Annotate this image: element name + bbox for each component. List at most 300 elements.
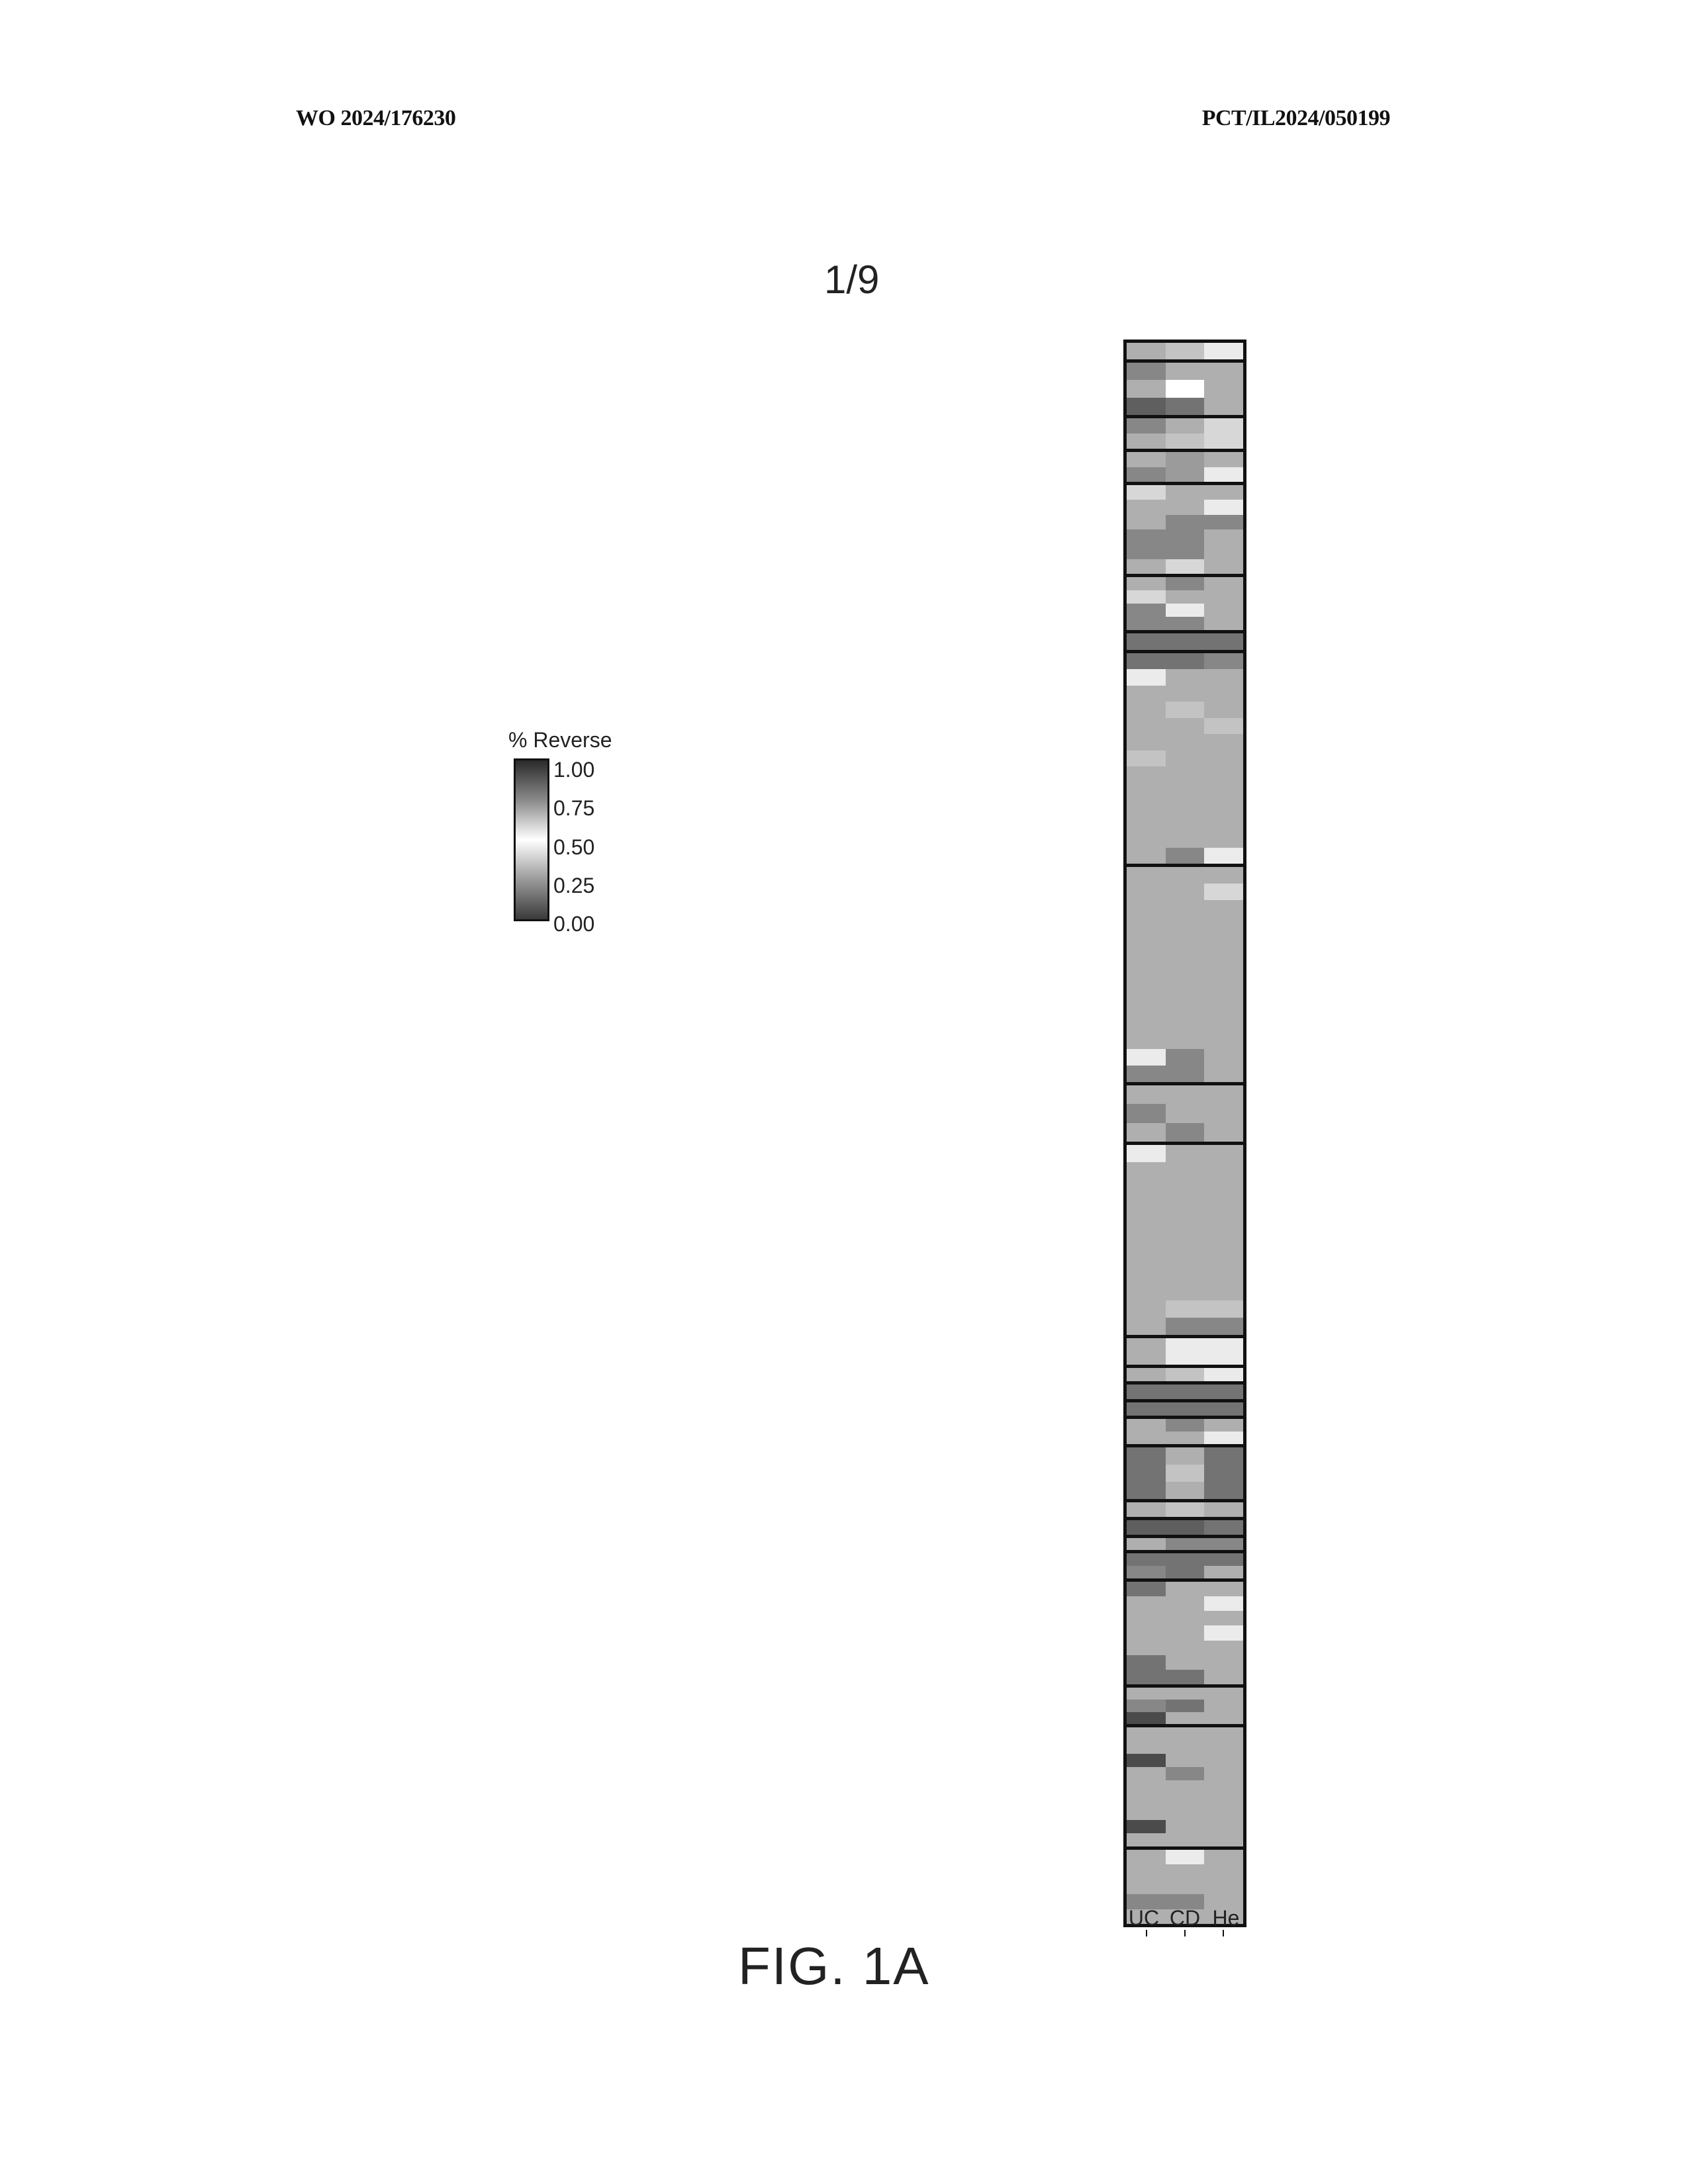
- heatmap-cell: [1127, 380, 1166, 397]
- heatmap-cell: [1127, 617, 1166, 630]
- heatmap-row: [1127, 799, 1243, 815]
- heatmap-cell: [1166, 884, 1205, 900]
- heatmap-cell: [1127, 1833, 1166, 1846]
- heatmap-row: [1127, 363, 1243, 380]
- heatmap-row: [1127, 1700, 1243, 1711]
- heatmap-cell: [1166, 669, 1205, 685]
- heatmap-cell: [1127, 363, 1166, 380]
- heatmap-cell: [1166, 1197, 1205, 1214]
- heatmap-cell: [1166, 1432, 1205, 1444]
- heatmap-group: [1127, 577, 1243, 633]
- heatmap-row: [1127, 1596, 1243, 1611]
- heatmap-cell: [1127, 1880, 1166, 1894]
- heatmap-cell: [1166, 418, 1205, 433]
- heatmap-cell: [1166, 1670, 1205, 1684]
- heatmap-cell: [1204, 1447, 1243, 1465]
- heatmap-cell: [1166, 1016, 1205, 1032]
- heatmap-cell: [1204, 815, 1243, 831]
- heatmap-cell: [1127, 1338, 1166, 1351]
- heatmap-cell: [1204, 1066, 1243, 1082]
- heatmap-row: [1127, 1162, 1243, 1179]
- heatmap-cell: [1166, 1850, 1205, 1864]
- heatmap-cell: [1127, 1104, 1166, 1122]
- heatmap-row: [1127, 1249, 1243, 1266]
- heatmap-row: [1127, 1318, 1243, 1335]
- heatmap-cell: [1127, 1566, 1166, 1578]
- heatmap-cell: [1204, 702, 1243, 717]
- heatmap-cell: [1127, 485, 1166, 500]
- heatmap-cell: [1127, 1145, 1166, 1162]
- heatmap-row: [1127, 1754, 1243, 1767]
- heatmap-cell: [1166, 1520, 1205, 1535]
- heatmap-cell: [1127, 734, 1166, 750]
- heatmap-cell: [1166, 1807, 1205, 1820]
- heatmap-cell: [1204, 766, 1243, 782]
- heatmap-cell: [1204, 966, 1243, 983]
- heatmap-cell: [1166, 1880, 1205, 1894]
- heatmap-cell: [1204, 999, 1243, 1016]
- heatmap-row: [1127, 702, 1243, 717]
- heatmap-cell: [1166, 1145, 1205, 1162]
- heatmap-group: [1127, 363, 1243, 418]
- heatmap-cell: [1166, 1482, 1205, 1499]
- heatmap-cell: [1166, 1538, 1205, 1550]
- heatmap-cell: [1204, 1520, 1243, 1535]
- heatmap-row: [1127, 1351, 1243, 1365]
- heatmap-row: [1127, 343, 1243, 359]
- heatmap-cell: [1204, 1538, 1243, 1550]
- heatmap-row: [1127, 617, 1243, 630]
- color-legend: [508, 728, 612, 936]
- heatmap-row: [1127, 398, 1243, 415]
- heatmap-cell: [1127, 343, 1166, 359]
- heatmap-cell: [1166, 848, 1205, 864]
- heatmap-cell: [1166, 1419, 1205, 1432]
- heatmap-row: [1127, 848, 1243, 864]
- heatmap-cell: [1204, 734, 1243, 750]
- heatmap-row: [1127, 1016, 1243, 1032]
- heatmap-cell: [1166, 966, 1205, 983]
- page-number: 1/9: [824, 257, 880, 302]
- heatmap-cell: [1166, 1338, 1205, 1351]
- figure-caption: FIG. 1A: [738, 1936, 930, 1995]
- heatmap-cell: [1166, 933, 1205, 950]
- heatmap-cell: [1166, 559, 1205, 574]
- heatmap-cell: [1204, 686, 1243, 702]
- heatmap-row: [1127, 1368, 1243, 1381]
- heatmap-cell: [1204, 1179, 1243, 1197]
- heatmap-cell: [1204, 1864, 1243, 1879]
- heatmap-cell: [1166, 1655, 1205, 1670]
- heatmap-cell: [1204, 544, 1243, 559]
- heatmap-cell: [1127, 1214, 1166, 1231]
- heatmap-cell: [1204, 1712, 1243, 1724]
- legend-title: % Reverse: [508, 728, 612, 752]
- heatmap-row: [1127, 467, 1243, 482]
- heatmap-cell: [1166, 1712, 1205, 1724]
- heatmap-row: [1127, 1465, 1243, 1482]
- heatmap-row: [1127, 1794, 1243, 1807]
- heatmap-row: [1127, 653, 1243, 669]
- heatmap-row: [1127, 933, 1243, 950]
- heatmap-cell: [1204, 1880, 1243, 1894]
- heatmap-cell: [1127, 848, 1166, 864]
- heatmap-cell: [1204, 1794, 1243, 1807]
- heatmap-group: [1127, 1419, 1243, 1447]
- heatmap-cell: [1127, 433, 1166, 449]
- heatmap-cell: [1166, 1767, 1205, 1780]
- publication-number: WO 2024/176230: [296, 106, 456, 130]
- heatmap-cell: [1204, 1338, 1243, 1351]
- heatmap-cell: [1204, 1850, 1243, 1864]
- heatmap-cell: [1166, 1611, 1205, 1625]
- heatmap-cell: [1127, 1712, 1166, 1724]
- heatmap-cell: [1204, 1553, 1243, 1566]
- heatmap-cell: [1127, 1727, 1166, 1741]
- heatmap-cell: [1127, 1016, 1166, 1032]
- heatmap-cell: [1166, 653, 1205, 669]
- heatmap-cell: [1166, 1123, 1205, 1142]
- heatmap-cell: [1127, 1596, 1166, 1611]
- heatmap-cell: [1127, 1231, 1166, 1248]
- heatmap-cell: [1204, 1820, 1243, 1833]
- heatmap-group: [1127, 1447, 1243, 1502]
- heatmap-row: [1127, 1850, 1243, 1864]
- heatmap-cell: [1127, 1641, 1166, 1655]
- heatmap-row: [1127, 718, 1243, 734]
- heatmap-cell: [1204, 983, 1243, 999]
- heatmap-cell: [1127, 633, 1166, 650]
- heatmap-row: [1127, 1520, 1243, 1535]
- heatmap-cell: [1204, 751, 1243, 766]
- heatmap-cell: [1204, 1249, 1243, 1266]
- heatmap-cell: [1127, 529, 1166, 544]
- heatmap-cell: [1204, 1351, 1243, 1365]
- heatmap-cell: [1204, 1104, 1243, 1122]
- heatmap-row: [1127, 1655, 1243, 1670]
- heatmap-cell: [1127, 1432, 1166, 1444]
- heatmap-cell: [1204, 617, 1243, 630]
- heatmap-cell: [1127, 686, 1166, 702]
- heatmap-cell: [1127, 653, 1166, 669]
- heatmap-cell: [1127, 1502, 1166, 1517]
- heatmap-cell: [1204, 1465, 1243, 1482]
- heatmap-cell: [1204, 1502, 1243, 1517]
- heatmap-row: [1127, 1385, 1243, 1399]
- heatmap-cell: [1204, 1145, 1243, 1162]
- legend-tick: 0.00: [553, 912, 595, 936]
- heatmap-cell: [1204, 1197, 1243, 1214]
- heatmap-cell: [1127, 1767, 1166, 1780]
- heatmap-cell: [1166, 799, 1205, 815]
- heatmap-cell: [1204, 1432, 1243, 1444]
- heatmap-cell: [1166, 867, 1205, 884]
- heatmap-cell: [1204, 1123, 1243, 1142]
- heatmap-cell: [1204, 1741, 1243, 1754]
- legend-tick: 0.75: [553, 796, 595, 820]
- heatmap-cell: [1204, 669, 1243, 685]
- heatmap-cell: [1204, 1266, 1243, 1283]
- heatmap-row: [1127, 1197, 1243, 1214]
- heatmap-cell: [1204, 398, 1243, 415]
- heatmap-cell: [1204, 1419, 1243, 1432]
- heatmap-row: [1127, 751, 1243, 766]
- heatmap-row: [1127, 633, 1243, 650]
- heatmap-row: [1127, 1066, 1243, 1082]
- heatmap-cell: [1204, 1625, 1243, 1640]
- heatmap-row: [1127, 1727, 1243, 1741]
- heatmap-cell: [1166, 1833, 1205, 1846]
- column-labels: [1123, 1906, 1246, 1931]
- heatmap-row: [1127, 1807, 1243, 1820]
- heatmap-row: [1127, 669, 1243, 685]
- heatmap-cell: [1127, 1700, 1166, 1711]
- heatmap-row: [1127, 1611, 1243, 1625]
- heatmap-row: [1127, 515, 1243, 529]
- heatmap-cell: [1127, 1300, 1166, 1318]
- heatmap-cell: [1204, 1016, 1243, 1032]
- heatmap-row: [1127, 1553, 1243, 1566]
- heatmap-row: [1127, 418, 1243, 433]
- heatmap-cell: [1204, 343, 1243, 359]
- heatmap-cell: [1127, 1066, 1166, 1082]
- heatmap-cell: [1127, 1520, 1166, 1535]
- column-label-he: He: [1212, 1906, 1240, 1930]
- heatmap-cell: [1204, 452, 1243, 467]
- heatmap-cell: [1204, 380, 1243, 397]
- heatmap-cell: [1166, 783, 1205, 799]
- heatmap-cell: [1166, 1641, 1205, 1655]
- heatmap-row: [1127, 1419, 1243, 1432]
- heatmap-cell: [1166, 1688, 1205, 1700]
- heatmap-cell: [1127, 1351, 1166, 1365]
- heatmap-cell: [1204, 799, 1243, 815]
- heatmap-cell: [1204, 1566, 1243, 1578]
- heatmap-cell: [1166, 734, 1205, 750]
- heatmap-cell: [1166, 1179, 1205, 1197]
- heatmap-group: [1127, 1402, 1243, 1419]
- heatmap-group: [1127, 418, 1243, 452]
- heatmap-row: [1127, 1266, 1243, 1283]
- heatmap-group: [1127, 485, 1243, 577]
- heatmap-cell: [1166, 467, 1205, 482]
- heatmap-cell: [1166, 1794, 1205, 1807]
- heatmap-cell: [1166, 544, 1205, 559]
- heatmap-cell: [1204, 1688, 1243, 1700]
- heatmap-cell: [1204, 1049, 1243, 1066]
- heatmap-cell: [1127, 1419, 1166, 1432]
- heatmap-row: [1127, 380, 1243, 397]
- heatmap-cell: [1166, 363, 1205, 380]
- heatmap-cell: [1166, 1085, 1205, 1104]
- heatmap-cell: [1127, 1538, 1166, 1550]
- heatmap-cell: [1127, 1049, 1166, 1066]
- heatmap-cell: [1166, 1553, 1205, 1566]
- heatmap-cell: [1127, 815, 1166, 831]
- heatmap-group: [1127, 1553, 1243, 1582]
- heatmap-cell: [1204, 577, 1243, 590]
- heatmap-group: [1127, 1385, 1243, 1402]
- heatmap-cell: [1166, 815, 1205, 831]
- heatmap-row: [1127, 1179, 1243, 1197]
- heatmap-cell: [1204, 1231, 1243, 1248]
- heatmap-cell: [1166, 917, 1205, 933]
- heatmap-cell: [1204, 1368, 1243, 1381]
- heatmap-cell: [1166, 1368, 1205, 1381]
- heatmap-row: [1127, 766, 1243, 782]
- heatmap-cell: [1127, 559, 1166, 574]
- heatmap-row: [1127, 1820, 1243, 1833]
- heatmap-group: [1127, 1520, 1243, 1538]
- heatmap-group: [1127, 1582, 1243, 1688]
- heatmap-cell: [1127, 718, 1166, 734]
- heatmap-row: [1127, 1032, 1243, 1049]
- heatmap-cell: [1127, 884, 1166, 900]
- heatmap-cell: [1204, 1162, 1243, 1179]
- heatmap-cell: [1127, 1794, 1166, 1807]
- heatmap-row: [1127, 1538, 1243, 1550]
- heatmap-cell: [1127, 398, 1166, 415]
- heatmap-row: [1127, 544, 1243, 559]
- heatmap-cell: [1204, 1754, 1243, 1767]
- heatmap-group: [1127, 1338, 1243, 1368]
- heatmap-cell: [1204, 1318, 1243, 1335]
- heatmap-cell: [1127, 1482, 1166, 1499]
- heatmap-cell: [1127, 1162, 1166, 1179]
- heatmap-cell: [1166, 1566, 1205, 1578]
- heatmap-cell: [1127, 751, 1166, 766]
- heatmap-cell: [1204, 1655, 1243, 1670]
- heatmap-cell: [1204, 418, 1243, 433]
- heatmap-cell: [1166, 1351, 1205, 1365]
- heatmap-cell: [1166, 1780, 1205, 1794]
- heatmap-cell: [1127, 1179, 1166, 1197]
- heatmap-row: [1127, 884, 1243, 900]
- heatmap-row: [1127, 1864, 1243, 1879]
- heatmap-row: [1127, 917, 1243, 933]
- heatmap-cell: [1166, 485, 1205, 500]
- heatmap-group: [1127, 653, 1243, 867]
- heatmap-row: [1127, 966, 1243, 983]
- heatmap-cell: [1127, 867, 1166, 884]
- heatmap-cell: [1166, 500, 1205, 514]
- heatmap-cell: [1166, 1231, 1205, 1248]
- heatmap-cell: [1166, 1249, 1205, 1266]
- heatmap-cell: [1127, 418, 1166, 433]
- heatmap-group: [1127, 1145, 1243, 1338]
- heatmap-cell: [1127, 766, 1166, 782]
- column-label-uc: UC: [1128, 1906, 1160, 1930]
- heatmap-cell: [1204, 1214, 1243, 1231]
- heatmap-cell: [1166, 1820, 1205, 1833]
- heatmap-cell: [1166, 633, 1205, 650]
- heatmap-cell: [1204, 917, 1243, 933]
- heatmap-cell: [1166, 950, 1205, 966]
- heatmap-cell: [1127, 917, 1166, 933]
- heatmap-cell: [1204, 604, 1243, 617]
- heatmap-cell: [1166, 1266, 1205, 1283]
- heatmap-cell: [1204, 559, 1243, 574]
- heatmap-cell: [1204, 467, 1243, 482]
- heatmap-cell: [1127, 1582, 1166, 1596]
- heatmap-cell: [1127, 452, 1166, 467]
- heatmap-row: [1127, 1104, 1243, 1122]
- heatmap-cell: [1127, 783, 1166, 799]
- heatmap-cell: [1127, 1807, 1166, 1820]
- heatmap-group: [1127, 343, 1243, 363]
- heatmap-cell: [1204, 1807, 1243, 1820]
- heatmap-row: [1127, 433, 1243, 449]
- heatmap-cell: [1166, 1385, 1205, 1399]
- heatmap-row: [1127, 1482, 1243, 1499]
- heatmap-cell: [1166, 1864, 1205, 1879]
- heatmap-cell: [1127, 983, 1166, 999]
- heatmap-cell: [1166, 1283, 1205, 1300]
- heatmap-cell: [1204, 363, 1243, 380]
- heatmap-cell: [1127, 1864, 1166, 1879]
- heatmap-row: [1127, 452, 1243, 467]
- heatmap-cell: [1204, 867, 1243, 884]
- heatmap-row: [1127, 950, 1243, 966]
- heatmap-cell: [1127, 933, 1166, 950]
- heatmap-cell: [1204, 1670, 1243, 1684]
- heatmap-cell: [1204, 1700, 1243, 1711]
- heatmap-group: [1127, 1502, 1243, 1520]
- heatmap-group: [1127, 1727, 1243, 1850]
- heatmap-cell: [1127, 590, 1166, 604]
- column-tick: [1184, 1930, 1186, 1936]
- heatmap-row: [1127, 1145, 1243, 1162]
- heatmap-cell: [1166, 1502, 1205, 1517]
- heatmap-cell: [1127, 1197, 1166, 1214]
- heatmap-cell: [1166, 590, 1205, 604]
- heatmap-cell: [1127, 1688, 1166, 1700]
- heatmap-cell: [1166, 1625, 1205, 1640]
- heatmap-cell: [1127, 1465, 1166, 1482]
- heatmap-cell: [1204, 1085, 1243, 1104]
- heatmap-row: [1127, 1447, 1243, 1465]
- heatmap-cell: [1166, 577, 1205, 590]
- heatmap-cell: [1127, 467, 1166, 482]
- heatmap-cell: [1127, 1655, 1166, 1670]
- heatmap-cell: [1166, 515, 1205, 529]
- heatmap-row: [1127, 1625, 1243, 1640]
- heatmap-cell: [1166, 718, 1205, 734]
- heatmap-cell: [1166, 1049, 1205, 1066]
- heatmap-cell: [1204, 515, 1243, 529]
- heatmap-cell: [1127, 999, 1166, 1016]
- heatmap-cell: [1204, 783, 1243, 799]
- heatmap-group: [1127, 1688, 1243, 1727]
- heatmap-group: [1127, 452, 1243, 485]
- heatmap-cell: [1127, 799, 1166, 815]
- heatmap-cell: [1166, 1066, 1205, 1082]
- heatmap-cell: [1166, 1700, 1205, 1711]
- heatmap-cell: [1204, 950, 1243, 966]
- heatmap-cell: [1204, 1385, 1243, 1399]
- heatmap-row: [1127, 1712, 1243, 1724]
- heatmap-cell: [1204, 831, 1243, 847]
- heatmap-cell: [1166, 751, 1205, 766]
- legend-tick: 0.50: [553, 835, 595, 859]
- heatmap-row: [1127, 529, 1243, 544]
- heatmap-cell: [1204, 1641, 1243, 1655]
- heatmap-row: [1127, 1502, 1243, 1517]
- heatmap-cell: [1166, 1465, 1205, 1482]
- heatmap-cell: [1204, 718, 1243, 734]
- heatmap-row: [1127, 1214, 1243, 1231]
- heatmap-cell: [1127, 1447, 1166, 1465]
